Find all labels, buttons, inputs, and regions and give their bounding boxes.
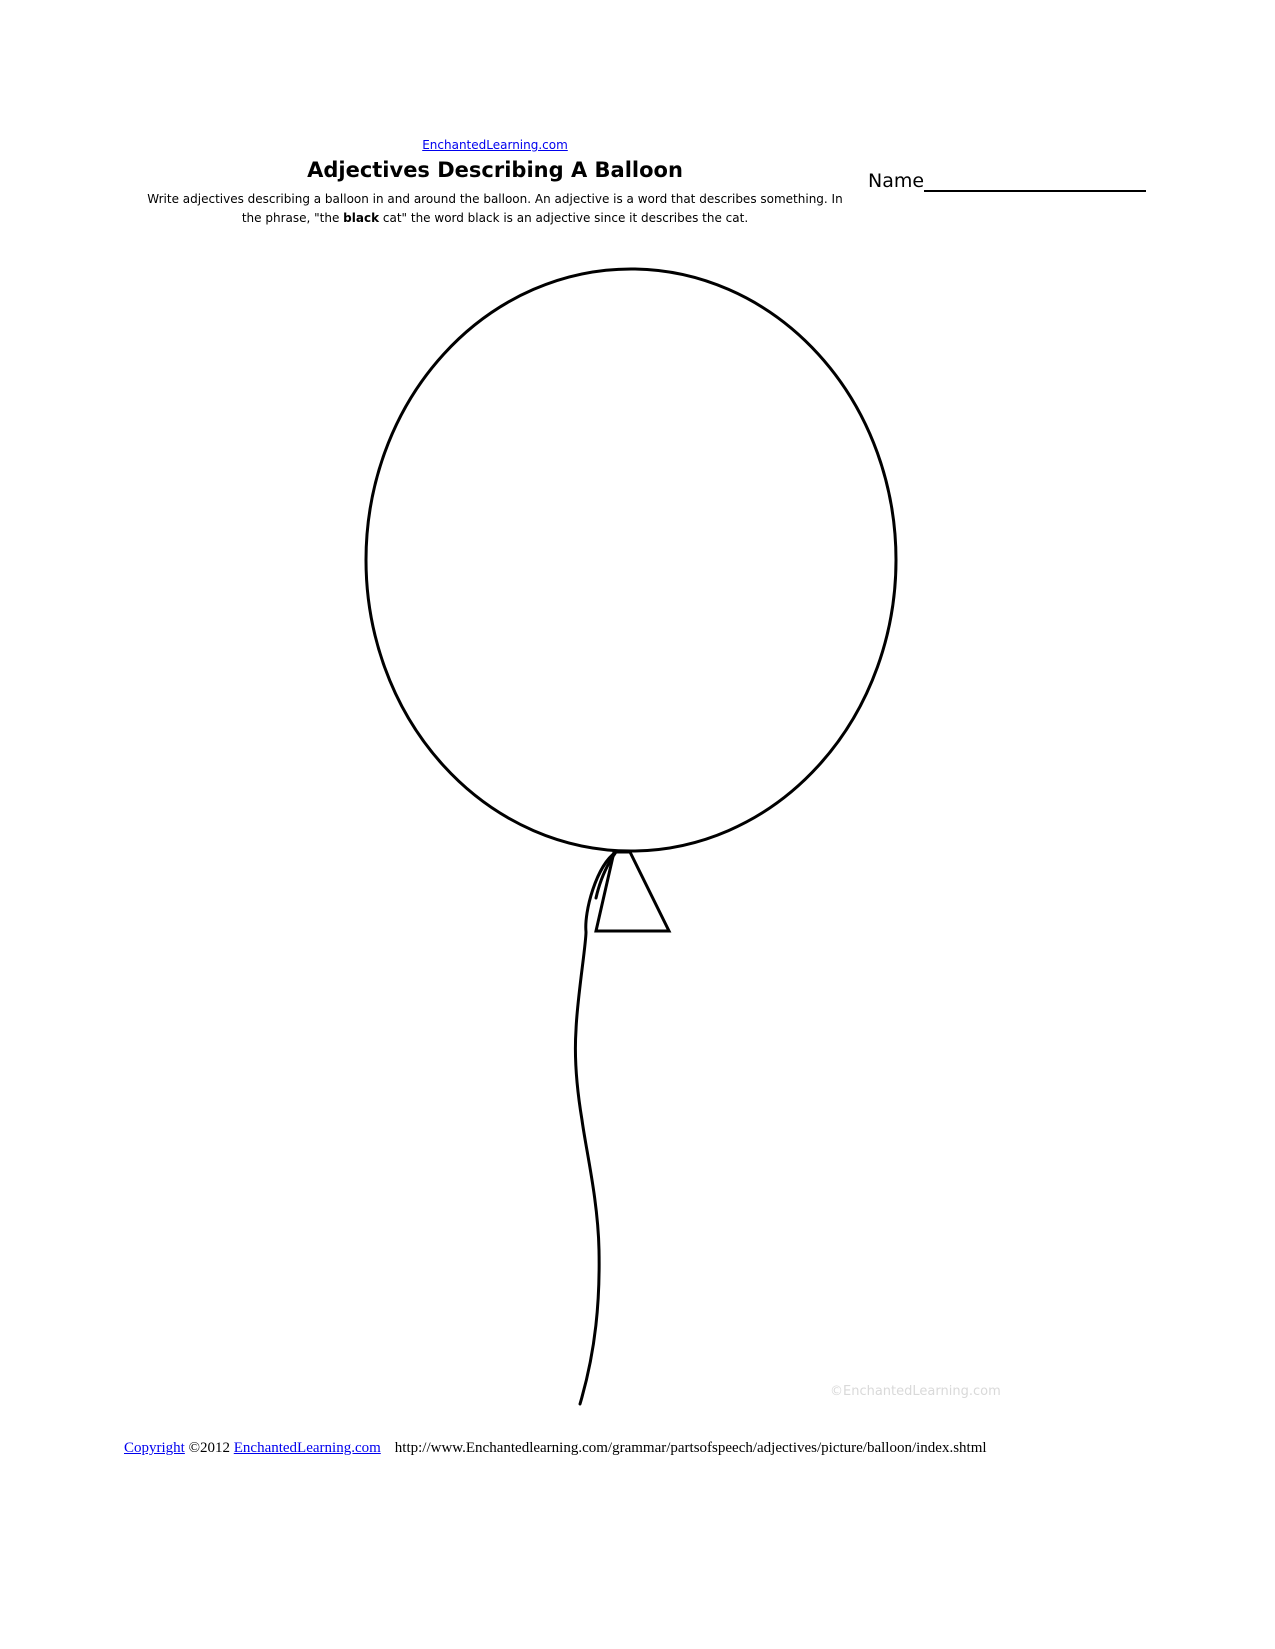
- footer: [124, 1440, 987, 1457]
- watermark: ©EnchantedLearning.com: [830, 1384, 1001, 1399]
- footer-site-link[interactable]: EnchantedLearning.com: [233, 1440, 381, 1456]
- copyright-year: ©2012: [184, 1440, 234, 1456]
- page-url: http://www.Enchantedlearning.com/grammar/partsofspeech/adjectives/picture/balloon/index.shtml: [394, 1440, 987, 1456]
- balloon-body: [366, 269, 896, 851]
- site-link[interactable]: EnchantedLearning.com: [422, 138, 568, 152]
- instructions-text-start: Write adjectives describing a balloon in and around the balloon. An adjective is a word that describes something. In the phrase, "the: [147, 192, 843, 225]
- instructions-text-end: cat" the word black is an adjective since it describes the cat.: [379, 211, 749, 225]
- copyright-link[interactable]: Copyright: [124, 1440, 185, 1456]
- name-label: Name: [868, 170, 925, 192]
- balloon-string: [575, 852, 616, 1404]
- page-title: Adjectives Describing A Balloon: [307, 158, 683, 182]
- instructions-bold-word: black: [343, 211, 380, 225]
